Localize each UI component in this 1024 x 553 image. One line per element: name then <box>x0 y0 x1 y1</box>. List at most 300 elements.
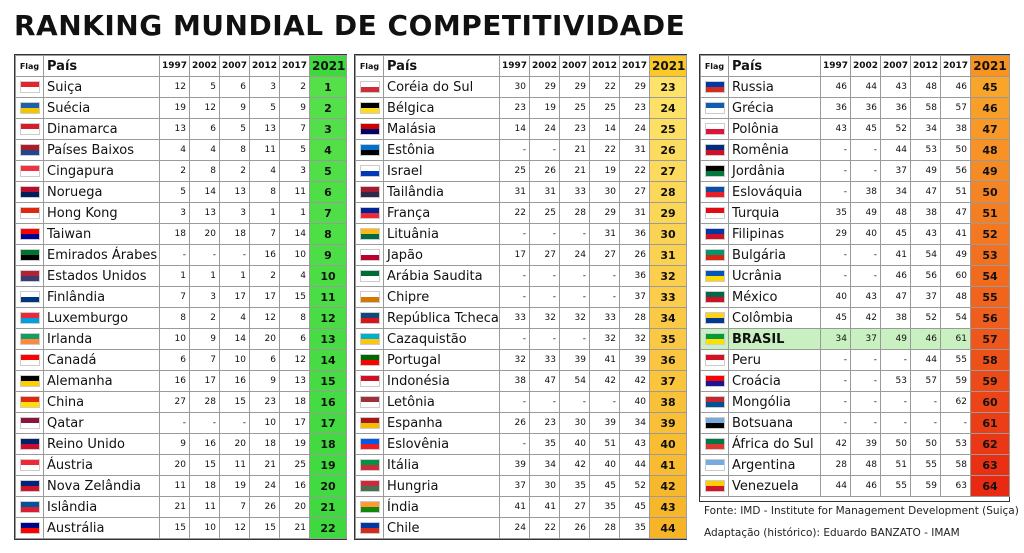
rank-value-2002: 19 <box>530 98 560 119</box>
rank-value-2012: 19 <box>590 161 620 182</box>
flag-cell <box>701 371 729 392</box>
rank-2021: 21 <box>310 497 347 518</box>
flag-icon <box>20 354 40 366</box>
flag-cell <box>701 140 729 161</box>
rank-value-2017: 53 <box>941 434 971 455</box>
rank-2021: 25 <box>650 119 687 140</box>
flag-icon <box>360 375 380 387</box>
rank-value-1997: - <box>160 413 190 434</box>
country-name: Grécia <box>729 98 821 119</box>
rank-value-2017: 54 <box>941 308 971 329</box>
rank-value-2012: 58 <box>911 98 941 119</box>
rank-value-2017: 5 <box>280 140 310 161</box>
rank-value-2007: 38 <box>881 308 911 329</box>
flag-icon <box>705 291 725 303</box>
country-name: Cingapura <box>44 161 160 182</box>
rank-value-1997: 4 <box>160 140 190 161</box>
rank-value-2002: 41 <box>530 497 560 518</box>
rank-value-2007: 49 <box>881 329 911 350</box>
rank-value-2007: - <box>881 413 911 434</box>
rank-value-2007: 47 <box>881 287 911 308</box>
table-row <box>701 350 1010 371</box>
table-row <box>356 455 687 476</box>
table-row <box>701 77 1010 98</box>
flag-icon <box>20 123 40 135</box>
table-row <box>701 308 1010 329</box>
rank-value-1997: 11 <box>160 476 190 497</box>
rank-value-2017: 46 <box>941 77 971 98</box>
rank-value-1997: - <box>821 350 851 371</box>
rank-2021: 38 <box>650 392 687 413</box>
rank-value-2007: 32 <box>560 308 590 329</box>
flag-icon <box>705 333 725 345</box>
flag-icon <box>705 144 725 156</box>
rank-value-1997: 28 <box>821 455 851 476</box>
country-name: BRASIL <box>729 329 821 350</box>
rank-2021: 18 <box>310 434 347 455</box>
flag-icon <box>705 165 725 177</box>
rank-value-2002: 43 <box>851 287 881 308</box>
rank-value-1997: - <box>500 329 530 350</box>
rank-value-2002: 47 <box>530 371 560 392</box>
rank-value-2002: - <box>530 287 560 308</box>
table-row <box>356 308 687 329</box>
rank-2021: 20 <box>310 476 347 497</box>
rank-value-2002: 49 <box>851 203 881 224</box>
rank-value-2017: 31 <box>620 140 650 161</box>
country-name: Croácia <box>729 371 821 392</box>
rank-2021: 45 <box>971 77 1010 98</box>
rank-value-2007: 28 <box>560 203 590 224</box>
rank-value-1997: 38 <box>500 371 530 392</box>
rank-value-2007: 35 <box>560 476 590 497</box>
rank-2021: 55 <box>971 287 1010 308</box>
rank-value-2007: 16 <box>220 371 250 392</box>
flag-icon <box>20 312 40 324</box>
col-header-2021: 2021 <box>310 56 347 77</box>
country-name: Suiça <box>44 77 160 98</box>
rank-2021: 61 <box>971 413 1010 434</box>
country-name: Emirados Árabes <box>44 245 160 266</box>
rank-value-2002: 38 <box>851 182 881 203</box>
flag-icon <box>360 207 380 219</box>
col-header-year: 2017 <box>941 56 971 77</box>
rank-value-2007: 45 <box>881 224 911 245</box>
country-name: Canadá <box>44 350 160 371</box>
rank-value-2017: 40 <box>620 392 650 413</box>
rank-value-2002: 1 <box>190 266 220 287</box>
country-name: Áustria <box>44 455 160 476</box>
flag-cell <box>16 266 44 287</box>
col-header-year: 1997 <box>500 56 530 77</box>
flag-cell <box>356 245 384 266</box>
rank-value-2017: 16 <box>280 476 310 497</box>
table-row <box>356 434 687 455</box>
rank-2021: 14 <box>310 350 347 371</box>
rank-value-1997: 23 <box>500 98 530 119</box>
country-name: Russia <box>729 77 821 98</box>
rank-value-2007: 50 <box>881 434 911 455</box>
flag-cell <box>16 245 44 266</box>
rank-value-2007: 24 <box>560 245 590 266</box>
country-name: Turquia <box>729 203 821 224</box>
rank-value-2002: 35 <box>530 434 560 455</box>
rank-value-2007: - <box>560 224 590 245</box>
rank-value-2012: 14 <box>590 119 620 140</box>
flag-cell <box>356 497 384 518</box>
country-name: Bulgária <box>729 245 821 266</box>
country-name: Reino Unido <box>44 434 160 455</box>
flag-cell <box>356 434 384 455</box>
rank-value-2012: 8 <box>250 182 280 203</box>
rank-value-1997: - <box>500 434 530 455</box>
rank-value-2017: 28 <box>620 308 650 329</box>
rank-value-2017: 11 <box>280 182 310 203</box>
rank-value-1997: 19 <box>160 98 190 119</box>
rank-value-2002: 9 <box>190 329 220 350</box>
rank-value-2017: 23 <box>620 98 650 119</box>
rank-value-2012: 4 <box>250 161 280 182</box>
rank-value-2017: 3 <box>280 161 310 182</box>
rank-2021: 42 <box>650 476 687 497</box>
rank-value-2012: 17 <box>250 287 280 308</box>
rank-value-2017: 56 <box>941 161 971 182</box>
rank-value-1997: 18 <box>160 224 190 245</box>
rank-value-2007: 11 <box>220 455 250 476</box>
rank-value-1997: - <box>821 245 851 266</box>
rank-value-2012: 32 <box>590 329 620 350</box>
rank-value-2012: 41 <box>590 350 620 371</box>
country-name: Espanha <box>384 413 500 434</box>
table-row <box>16 476 347 497</box>
country-name: Nova Zelândia <box>44 476 160 497</box>
rank-value-2007: 29 <box>560 77 590 98</box>
rank-value-2012: 15 <box>250 518 280 539</box>
rank-value-2012: 23 <box>250 392 280 413</box>
rank-value-2012: - <box>590 392 620 413</box>
rank-2021: 10 <box>310 266 347 287</box>
country-name: Peru <box>729 350 821 371</box>
rank-value-2007: 26 <box>560 518 590 539</box>
flag-icon <box>360 438 380 450</box>
ranking-table <box>15 55 347 539</box>
rank-value-2002: 25 <box>530 203 560 224</box>
rank-2021: 36 <box>650 350 687 371</box>
flag-icon <box>20 459 40 471</box>
flag-cell <box>701 161 729 182</box>
rank-value-2012: 53 <box>911 140 941 161</box>
rank-value-2017: 24 <box>620 119 650 140</box>
rank-value-2012: 42 <box>590 371 620 392</box>
flag-icon <box>705 417 725 429</box>
rank-2021: 16 <box>310 392 347 413</box>
rank-value-2017: 50 <box>941 140 971 161</box>
rank-value-2012: 31 <box>590 224 620 245</box>
rank-value-1997: - <box>500 224 530 245</box>
rank-value-2007: 4 <box>220 308 250 329</box>
table-row <box>701 413 1010 434</box>
rank-2021: 12 <box>310 308 347 329</box>
table-row <box>16 224 347 245</box>
country-name: Botsuana <box>729 413 821 434</box>
flag-cell <box>356 182 384 203</box>
country-name: Índia <box>384 497 500 518</box>
rank-value-2012: 10 <box>250 413 280 434</box>
rank-2021: 1 <box>310 77 347 98</box>
flag-icon <box>705 354 725 366</box>
table-row <box>356 224 687 245</box>
flag-icon <box>360 417 380 429</box>
rank-2021: 53 <box>971 245 1010 266</box>
country-name: Qatar <box>44 413 160 434</box>
flag-icon <box>705 228 725 240</box>
rank-value-1997: - <box>821 392 851 413</box>
rank-value-2002: 33 <box>530 350 560 371</box>
rank-2021: 13 <box>310 329 347 350</box>
rank-value-2007: - <box>881 392 911 413</box>
rank-value-1997: 7 <box>160 287 190 308</box>
table-row <box>16 182 347 203</box>
table-row <box>701 203 1010 224</box>
rank-2021: 44 <box>650 518 687 539</box>
rank-2021: 7 <box>310 203 347 224</box>
rank-value-1997: 9 <box>160 434 190 455</box>
country-name: Colômbia <box>729 308 821 329</box>
table-row <box>16 518 347 539</box>
rank-value-1997: 42 <box>821 434 851 455</box>
country-name: Alemanha <box>44 371 160 392</box>
flag-icon <box>705 249 725 261</box>
flag-icon <box>20 522 40 534</box>
country-name: República Tcheca <box>384 308 500 329</box>
rank-value-2002: 40 <box>851 224 881 245</box>
flag-cell <box>701 77 729 98</box>
rank-value-1997: 12 <box>160 77 190 98</box>
rank-value-2012: 45 <box>590 476 620 497</box>
country-name: Taiwan <box>44 224 160 245</box>
table-row <box>701 266 1010 287</box>
col-header-year: 2007 <box>881 56 911 77</box>
rank-2021: 15 <box>310 371 347 392</box>
rank-value-2017: 38 <box>941 119 971 140</box>
rank-2021: 24 <box>650 98 687 119</box>
rank-value-1997: 8 <box>160 308 190 329</box>
rank-value-2017: 37 <box>620 287 650 308</box>
rank-value-2002: 28 <box>190 392 220 413</box>
rank-value-2007: 2 <box>220 161 250 182</box>
rank-value-2012: - <box>911 413 941 434</box>
rank-2021: 63 <box>971 455 1010 476</box>
country-name: Chile <box>384 518 500 539</box>
rank-2021: 40 <box>650 434 687 455</box>
flag-cell <box>701 350 729 371</box>
rank-value-2002: 18 <box>190 476 220 497</box>
flag-cell <box>16 413 44 434</box>
table-row <box>16 119 347 140</box>
flag-icon <box>360 81 380 93</box>
table-row <box>356 98 687 119</box>
flag-cell <box>356 287 384 308</box>
rank-value-2007: 33 <box>560 182 590 203</box>
country-name: Coréia do Sul <box>384 77 500 98</box>
rank-value-2007: 36 <box>881 98 911 119</box>
rank-2021: 50 <box>971 182 1010 203</box>
rank-value-2012: 52 <box>911 308 941 329</box>
rank-2021: 57 <box>971 329 1010 350</box>
flag-icon <box>20 396 40 408</box>
rank-value-2017: 32 <box>620 329 650 350</box>
rank-value-2007: 41 <box>881 245 911 266</box>
rank-value-1997: 10 <box>160 329 190 350</box>
country-name: Itália <box>384 455 500 476</box>
rank-value-2002: 7 <box>190 350 220 371</box>
rank-value-2017: 19 <box>280 434 310 455</box>
rank-value-2002: 20 <box>190 224 220 245</box>
flag-cell <box>16 455 44 476</box>
flag-cell <box>701 203 729 224</box>
country-name: China <box>44 392 160 413</box>
rank-value-2007: 20 <box>220 434 250 455</box>
rank-value-2012: 48 <box>911 77 941 98</box>
rank-value-2017: 1 <box>280 203 310 224</box>
rank-2021: 17 <box>310 413 347 434</box>
rank-value-1997: 26 <box>500 413 530 434</box>
flag-cell <box>356 161 384 182</box>
rank-value-2007: 51 <box>881 455 911 476</box>
flag-icon <box>20 207 40 219</box>
flag-cell <box>701 266 729 287</box>
flag-icon <box>20 249 40 261</box>
rank-2021: 48 <box>971 140 1010 161</box>
rank-value-1997: 24 <box>500 518 530 539</box>
rank-value-2017: 44 <box>620 455 650 476</box>
country-name: Cazaquistão <box>384 329 500 350</box>
rank-value-2007: 53 <box>881 371 911 392</box>
country-name: Luxemburgo <box>44 308 160 329</box>
rank-2021: 59 <box>971 371 1010 392</box>
flag-cell <box>16 518 44 539</box>
rank-value-2017: 52 <box>620 476 650 497</box>
country-name: Japão <box>384 245 500 266</box>
rank-2021: 31 <box>650 245 687 266</box>
rank-2021: 58 <box>971 350 1010 371</box>
flag-cell <box>16 308 44 329</box>
rank-value-2012: 43 <box>911 224 941 245</box>
col-header-year: 2017 <box>280 56 310 77</box>
rank-2021: 52 <box>971 224 1010 245</box>
rank-value-2012: 12 <box>250 308 280 329</box>
rank-value-1997: 16 <box>160 371 190 392</box>
rank-value-2012: 1 <box>250 203 280 224</box>
rank-value-2017: 36 <box>620 224 650 245</box>
flag-cell <box>701 434 729 455</box>
rank-value-2002: 2 <box>190 308 220 329</box>
table-row <box>701 182 1010 203</box>
rank-value-2017: 42 <box>620 371 650 392</box>
table-row <box>356 497 687 518</box>
country-name: Letônia <box>384 392 500 413</box>
rank-value-2012: 6 <box>250 350 280 371</box>
col-header-flag: Flag <box>356 56 384 77</box>
rank-value-2002: 37 <box>851 329 881 350</box>
rank-value-2007: 46 <box>881 266 911 287</box>
flag-cell <box>701 329 729 350</box>
flag-cell <box>356 308 384 329</box>
rank-value-1997: 45 <box>821 308 851 329</box>
flag-cell <box>16 476 44 497</box>
rank-value-2007: 27 <box>560 497 590 518</box>
rank-value-2002: 31 <box>530 182 560 203</box>
rank-value-2012: 11 <box>250 140 280 161</box>
rank-value-2007: - <box>560 266 590 287</box>
flag-cell <box>356 140 384 161</box>
rank-value-1997: 30 <box>500 77 530 98</box>
rank-value-2002: - <box>851 371 881 392</box>
rank-value-2012: 18 <box>250 434 280 455</box>
rank-value-2017: 13 <box>280 371 310 392</box>
table-row <box>356 203 687 224</box>
rank-value-1997: 14 <box>500 119 530 140</box>
country-name: França <box>384 203 500 224</box>
table-row <box>356 287 687 308</box>
rank-value-2012: 25 <box>590 98 620 119</box>
rank-value-2007: 30 <box>560 413 590 434</box>
flag-icon <box>20 480 40 492</box>
flag-cell <box>356 392 384 413</box>
rank-value-1997: 31 <box>500 182 530 203</box>
flag-icon <box>360 312 380 324</box>
flag-cell <box>356 455 384 476</box>
flag-icon <box>360 165 380 177</box>
flag-cell <box>16 98 44 119</box>
rank-value-2002: 30 <box>530 476 560 497</box>
table-row <box>356 245 687 266</box>
table-row <box>16 392 347 413</box>
country-name: Indonésia <box>384 371 500 392</box>
rank-2021: 35 <box>650 329 687 350</box>
rank-value-1997: - <box>500 266 530 287</box>
flag-icon <box>360 123 380 135</box>
flag-cell <box>16 371 44 392</box>
flag-cell <box>16 77 44 98</box>
country-name: Eslovênia <box>384 434 500 455</box>
rank-value-2017: 59 <box>941 371 971 392</box>
table-row <box>701 434 1010 455</box>
table-row <box>701 224 1010 245</box>
rank-2021: 22 <box>310 518 347 539</box>
col-header-year: 1997 <box>821 56 851 77</box>
rank-value-1997: - <box>500 392 530 413</box>
flag-icon <box>705 459 725 471</box>
flag-icon <box>20 81 40 93</box>
rank-value-2007: 3 <box>220 203 250 224</box>
rank-2021: 46 <box>971 98 1010 119</box>
table-row <box>16 371 347 392</box>
table-row <box>701 98 1010 119</box>
rank-value-1997: 40 <box>821 287 851 308</box>
rank-value-2007: - <box>560 392 590 413</box>
rank-value-2012: 47 <box>911 182 941 203</box>
country-name: Islândia <box>44 497 160 518</box>
rank-2021: 64 <box>971 476 1010 497</box>
flag-cell <box>701 245 729 266</box>
flag-icon <box>20 438 40 450</box>
rank-value-1997: 33 <box>500 308 530 329</box>
rank-value-2017: 31 <box>620 203 650 224</box>
rank-value-2002: 12 <box>190 98 220 119</box>
country-name: Hungria <box>384 476 500 497</box>
rank-value-2002: - <box>851 392 881 413</box>
